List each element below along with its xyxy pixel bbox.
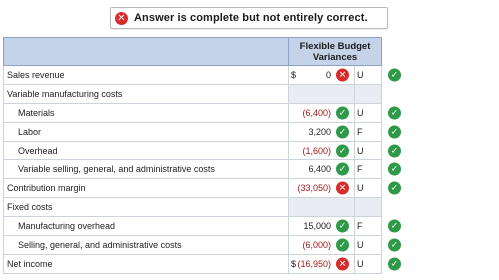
row-mark-cell	[382, 254, 420, 273]
row-mark-cell	[382, 179, 420, 198]
variance-value: 15,000	[303, 221, 331, 232]
fu-select[interactable]: U	[355, 179, 382, 198]
variance-value: (1,600)	[302, 145, 331, 156]
check-circle-icon: ✓	[336, 163, 349, 176]
fu-select[interactable]: U	[355, 236, 382, 255]
variance-table	[3, 37, 420, 274]
header-label-cell	[4, 38, 289, 66]
row-mark-cell	[382, 198, 420, 217]
row-mark-cell	[382, 103, 420, 122]
row-mark-cell	[382, 84, 420, 103]
table-header-row	[4, 38, 420, 66]
x-circle-icon: ✕	[336, 257, 349, 270]
row-label: Manufacturing overhead	[4, 217, 289, 236]
check-circle-icon: ✓	[388, 144, 401, 157]
table-row	[4, 160, 420, 179]
table-row	[4, 84, 420, 103]
fu-select[interactable]: F	[355, 122, 382, 141]
row-label: Fixed costs	[4, 198, 289, 217]
table-row	[4, 66, 420, 85]
variance-input[interactable]	[289, 179, 355, 198]
row-mark-cell	[382, 122, 420, 141]
fu-select[interactable]: U	[355, 103, 382, 122]
table-row	[4, 254, 420, 273]
empty-cell	[355, 198, 382, 217]
row-label: Variable selling, general, and administrative costs	[4, 160, 289, 179]
variance-value: 0	[325, 69, 331, 80]
feedback-banner	[110, 7, 388, 29]
check-circle-icon: ✓	[388, 163, 401, 176]
table-row	[4, 236, 420, 255]
variance-input[interactable]	[289, 122, 355, 141]
check-circle-icon: ✓	[336, 125, 349, 138]
x-circle-icon: ✕	[336, 182, 349, 195]
column-header	[289, 38, 382, 66]
x-circle-icon: ✕	[115, 12, 128, 25]
check-circle-icon: ✓	[336, 220, 349, 233]
row-label: Materials	[4, 103, 289, 122]
row-label: Overhead	[4, 141, 289, 160]
variance-input[interactable]	[289, 254, 355, 273]
row-mark-cell	[382, 66, 420, 85]
fu-select[interactable]: U	[355, 141, 382, 160]
row-label: Sales revenue	[4, 66, 289, 85]
check-circle-icon: ✓	[388, 257, 401, 270]
variance-value: 6,400	[308, 164, 331, 175]
table-row	[4, 141, 420, 160]
header-line-1: Flexible Budget	[299, 40, 371, 52]
empty-cell	[289, 198, 355, 217]
fu-select[interactable]: U	[355, 254, 382, 273]
table-row	[4, 217, 420, 236]
fu-select[interactable]: F	[355, 160, 382, 179]
variance-input[interactable]	[289, 103, 355, 122]
header-line-2: Variances	[312, 51, 358, 63]
empty-cell	[289, 84, 355, 103]
header-gutter	[382, 38, 420, 66]
variance-value: (33,050)	[297, 183, 331, 194]
check-circle-icon: ✓	[388, 220, 401, 233]
table-row	[4, 103, 420, 122]
empty-cell	[355, 84, 382, 103]
variance-value: 3,200	[308, 126, 331, 137]
variance-value: (6,000)	[302, 239, 331, 250]
variance-value: (16,950)	[297, 258, 331, 269]
fu-select[interactable]: U	[355, 66, 382, 85]
row-mark-cell	[382, 236, 420, 255]
currency-symbol: $	[291, 258, 297, 269]
x-circle-icon: ✕	[336, 68, 349, 81]
variance-input[interactable]	[289, 160, 355, 179]
row-label: Net income	[4, 254, 289, 273]
variance-input[interactable]	[289, 66, 355, 85]
row-label: Variable manufacturing costs	[4, 84, 289, 103]
row-label: Selling, general, and administrative costs	[4, 236, 289, 255]
check-circle-icon: ✓	[336, 144, 349, 157]
feedback-text: Answer is complete but not entirely correct.	[134, 12, 368, 24]
check-circle-icon: ✓	[388, 125, 401, 138]
table-row	[4, 122, 420, 141]
table-row	[4, 198, 420, 217]
row-mark-cell	[382, 160, 420, 179]
row-label: Labor	[4, 122, 289, 141]
variance-input[interactable]	[289, 141, 355, 160]
fu-select[interactable]: F	[355, 217, 382, 236]
check-circle-icon: ✓	[388, 238, 401, 251]
row-mark-cell	[382, 217, 420, 236]
row-label: Contribution margin	[4, 179, 289, 198]
check-circle-icon: ✓	[388, 182, 401, 195]
row-mark-cell	[382, 141, 420, 160]
currency-symbol: $	[291, 69, 297, 80]
variance-value: (6,400)	[302, 107, 331, 118]
check-circle-icon: ✓	[336, 106, 349, 119]
check-circle-icon: ✓	[388, 68, 401, 81]
check-circle-icon: ✓	[336, 238, 349, 251]
check-circle-icon: ✓	[388, 106, 401, 119]
table-row	[4, 179, 420, 198]
variance-input[interactable]	[289, 236, 355, 255]
variance-input[interactable]	[289, 217, 355, 236]
